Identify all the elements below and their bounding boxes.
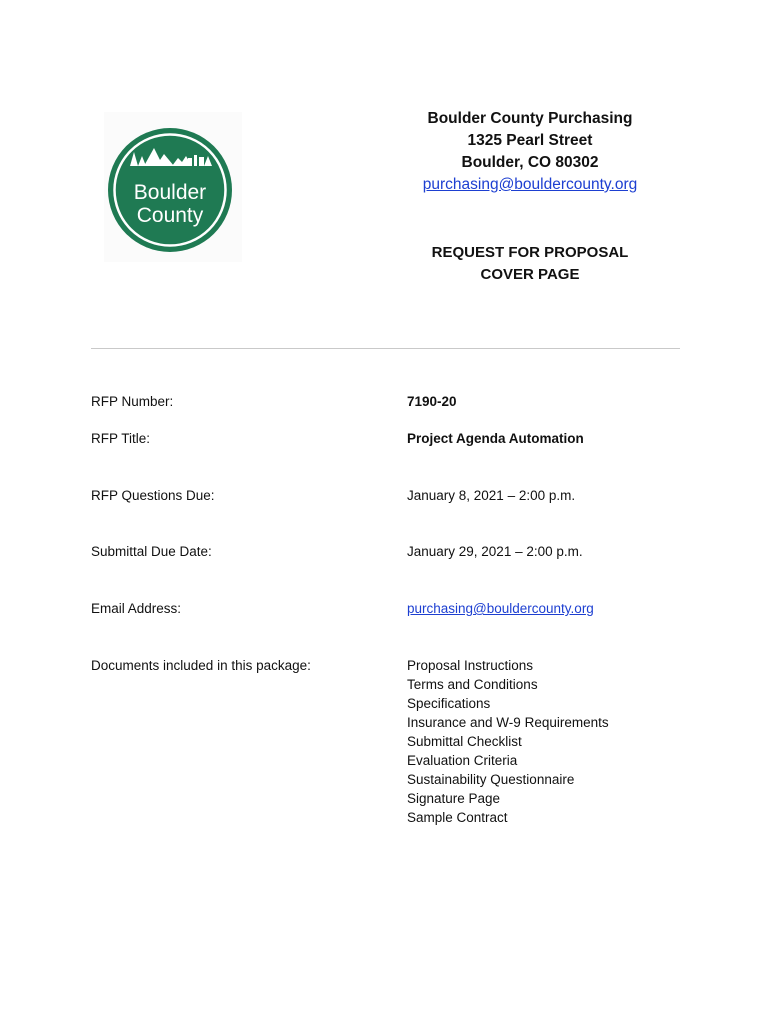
list-item: Submittal Checklist	[407, 734, 522, 749]
svg-text:County: County	[136, 204, 204, 227]
list-item: Specifications	[407, 696, 491, 711]
list-item: Terms and Conditions	[407, 677, 538, 692]
list-item: Sustainability Questionnaire	[407, 772, 575, 787]
rfp-title-label: RFP Title:	[91, 431, 151, 446]
rfp-title-value: Project Agenda Automation	[407, 431, 584, 446]
org-name: Boulder County Purchasing	[427, 110, 633, 127]
document-title	[380, 242, 680, 286]
purchasing-address-block	[380, 108, 680, 196]
documents-list-container	[407, 656, 609, 827]
list-item: Sample Contract	[407, 810, 508, 825]
list-item: Proposal Instructions	[407, 658, 534, 673]
documents-list	[407, 656, 609, 827]
boulder-county-seal-icon	[104, 112, 242, 262]
rfp-number-value: 7190-20	[407, 394, 457, 409]
city-state-zip: Boulder, CO 80302	[461, 154, 599, 171]
questions-due-value: January 8, 2021 – 2:00 p.m.	[407, 488, 576, 503]
email-address-link[interactable]: purchasing@bouldercounty.org	[407, 601, 594, 616]
list-item: Evaluation Criteria	[407, 753, 518, 768]
rfp-number-label: RFP Number:	[91, 394, 174, 409]
title-line-2: COVER PAGE	[480, 266, 580, 283]
divider	[91, 348, 680, 349]
boulder-county-logo	[104, 112, 242, 262]
title-line-1: REQUEST FOR PROPOSAL	[431, 244, 629, 261]
list-item: Signature Page	[407, 791, 501, 806]
email-address-label: Email Address:	[91, 601, 182, 616]
header-email-link[interactable]: purchasing@bouldercounty.org	[422, 176, 638, 193]
questions-due-label: RFP Questions Due:	[91, 488, 215, 503]
list-item: Insurance and W-9 Requirements	[407, 715, 609, 730]
documents-label: Documents included in this package:	[91, 658, 311, 673]
svg-text:Boulder: Boulder	[133, 181, 207, 204]
street-address: 1325 Pearl Street	[467, 132, 593, 149]
submittal-due-label: Submittal Due Date:	[91, 544, 212, 559]
submittal-due-value: January 29, 2021 – 2:00 p.m.	[407, 544, 583, 559]
